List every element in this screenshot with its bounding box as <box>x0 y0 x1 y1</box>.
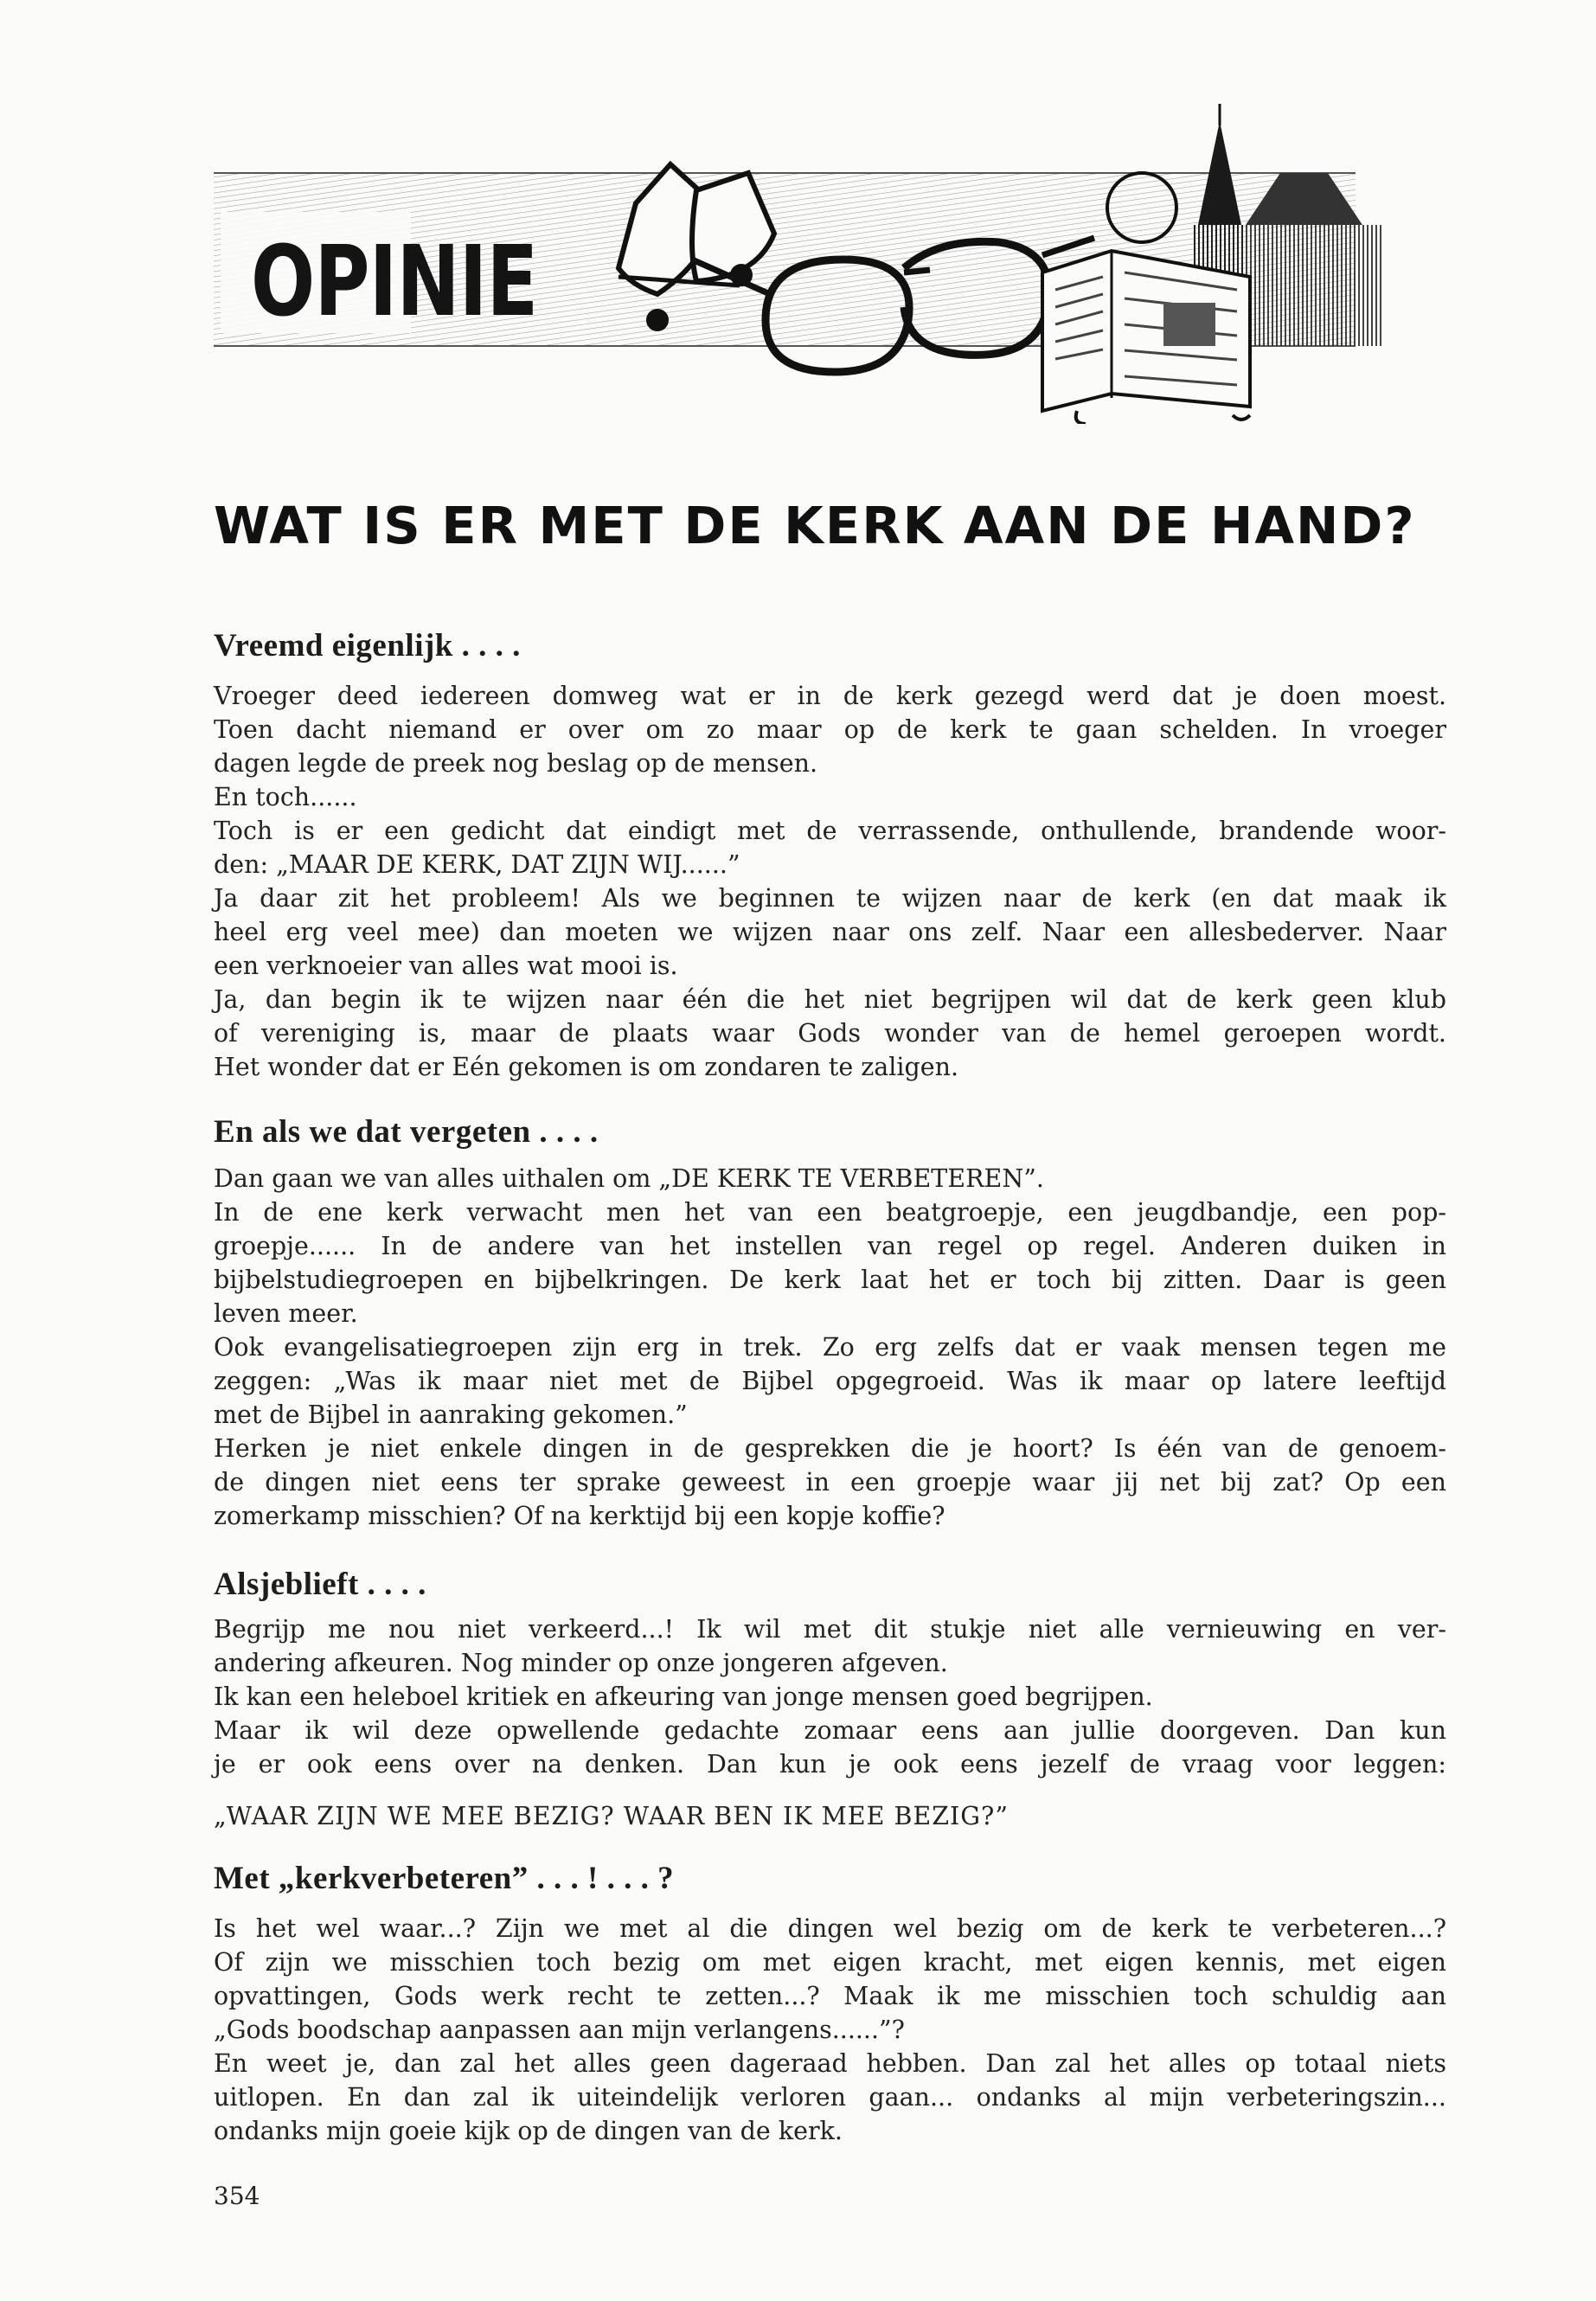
text-line: zomerkamp misschien? Of na kerktijd bij een kopje koffie? <box>214 1502 945 1530</box>
section-body <box>214 1912 1446 2148</box>
text-line: een verknoeier van alles wat mooi is. <box>214 952 678 980</box>
banner-title: OPINIE <box>251 226 538 338</box>
text-line: Herken je niet enkele dingen in de gesprekken die je hoort? Is één van de genoem- <box>214 1434 1446 1463</box>
article-title: WAT IS ER MET DE KERK AAN DE HAND? <box>214 496 1416 555</box>
text-line: zeggen: „Was ik maar niet met de Bijbel opgegroeid. Was ik maar op latere leeftijd <box>214 1367 1446 1395</box>
text-line: andering afkeuren. Nog minder op onze jongeren afgeven. <box>214 1649 948 1677</box>
text-line: Begrijp me nou niet verkeerd...! Ik wil met dit stukje niet alle vernieuwing en ver- <box>214 1615 1446 1644</box>
text-line: bijbelstudiegroepen en bijbelkringen. De kerk laat het er toch bij zitten. Daar is geen <box>214 1266 1446 1294</box>
section-body <box>214 1162 1446 1533</box>
text-line: Vroeger deed iedereen domweg wat er in de kerk gezegd werd dat je doen moest. <box>214 682 1446 710</box>
text-line: je er ook eens over na denken. Dan kun je ook eens jezelf de vraag voor leggen: <box>214 1750 1446 1779</box>
text-line: Is het wel waar...? Zijn we met al die dingen wel bezig om de kerk te verbeteren...? <box>214 1914 1446 1943</box>
text-line: groepje...... In de andere van het instellen van regel op regel. Anderen duiken in <box>214 1232 1446 1260</box>
section-heading: Vreemd eigenlijk . . . . <box>214 628 521 663</box>
section-body <box>214 679 1446 1084</box>
section-body <box>214 1612 1446 1781</box>
text-line: Het wonder dat er Eén gekomen is om zondaren te zaligen. <box>214 1053 959 1081</box>
text-line: dagen legde de preek nog beslag op de mensen. <box>214 749 817 778</box>
text-line: Ja daar zit het probleem! Als we beginnen te wijzen naar de kerk (en dat maak ik <box>214 884 1446 913</box>
text-line: Of zijn we misschien toch bezig om met eigen kracht, met eigen kennis, met eigen <box>214 1948 1446 1977</box>
text-line: Dan gaan we van alles uithalen om „DE KERK TE VERBETEREN”. <box>214 1164 1044 1193</box>
quote-line: „WAAR ZIJN WE MEE BEZIG? WAAR BEN IK MEE BEZIG?” <box>214 1802 1009 1830</box>
text-line: En weet je, dan zal het alles geen dageraad hebben. Dan zal het alles op totaal niets <box>214 2049 1446 2078</box>
text-line: En toch...... <box>214 783 357 811</box>
text-line: Ja, dan begin ik te wijzen naar één die het niet begrijpen wil dat de kerk geen klub <box>214 985 1446 1014</box>
text-line: „Gods boodschap aanpassen aan mijn verlangens......”? <box>214 2016 905 2044</box>
text-line: Ook evangelisatiegroepen zijn erg in trek. Zo erg zelfs dat er vaak mensen tegen me <box>214 1333 1446 1362</box>
text-line: Ik kan een heleboel kritiek en afkeuring van jonge mensen goed begrijpen. <box>214 1682 1153 1711</box>
text-line: ondanks mijn goeie kijk op de dingen van de kerk. <box>214 2117 843 2145</box>
opinie-banner <box>212 104 1440 424</box>
text-line: In de ene kerk verwacht men het van een beatgroepje, een jeugdbandje, een pop- <box>214 1198 1446 1227</box>
text-line: leven meer. <box>214 1299 358 1328</box>
text-line: Maar ik wil deze opwellende gedachte zomaar eens aan jullie doorgeven. Dan kun <box>214 1716 1446 1745</box>
section-heading: Met „kerkverbeteren” . . . ! . . . ? <box>214 1861 675 1896</box>
text-line: of vereniging is, maar de plaats waar Gods wonder van de hemel geroepen wordt. <box>214 1019 1446 1048</box>
text-line: Toen dacht niemand er over om zo maar op de kerk te gaan schelden. In vroeger <box>214 715 1446 744</box>
text-line: de dingen niet eens ter sprake geweest in een groepje waar jij net bij zat? Op een <box>214 1468 1446 1497</box>
text-line: den: „MAAR DE KERK, DAT ZIJN WIJ......” <box>214 850 740 879</box>
text-line: Toch is er een gedicht dat eindigt met de verrassende, onthullende, brandende woor- <box>214 817 1446 845</box>
text-line: uitlopen. En dan zal ik uiteindelijk verloren gaan... ondanks al mijn verbeteringszin... <box>214 2083 1446 2112</box>
section-heading: En als we dat vergeten . . . . <box>214 1114 599 1150</box>
text-line: opvattingen, Gods werk recht te zetten...? Maak ik me misschien toch schuldig aan <box>214 1982 1446 2010</box>
section-heading: Alsjeblieft . . . . <box>214 1567 426 1602</box>
text-line: met de Bijbel in aanraking gekomen.” <box>214 1400 688 1429</box>
page-number: 354 <box>214 2182 260 2210</box>
text-line: heel erg veel mee) dan moeten we wijzen naar ons zelf. Naar een allesbederver. Naar <box>214 918 1446 946</box>
